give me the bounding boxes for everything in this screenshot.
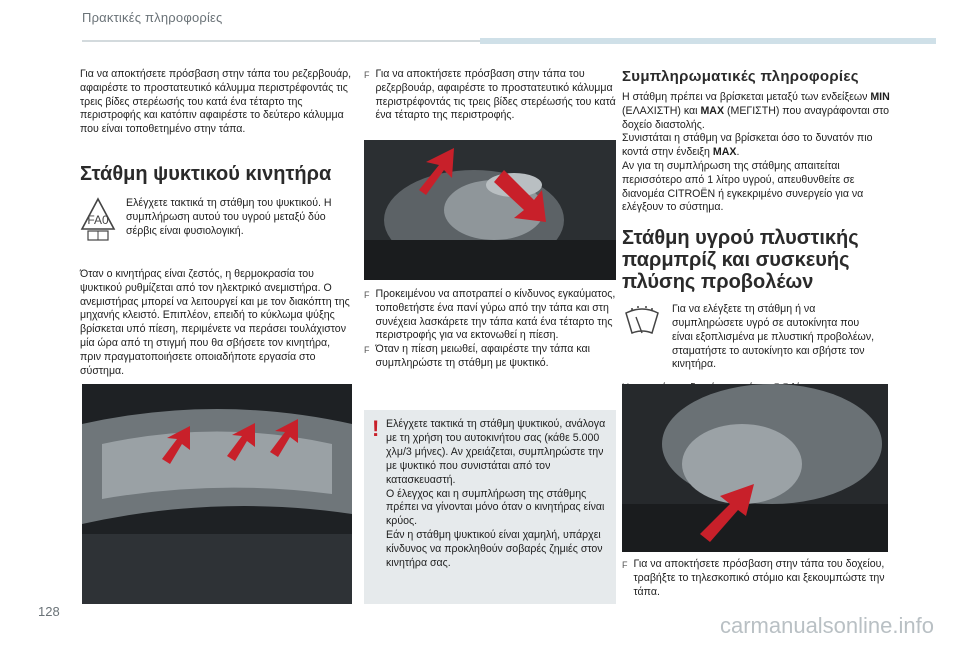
min-label: MIN — [870, 91, 890, 103]
warning-icon: ! — [372, 416, 380, 441]
intro-paragraph: Για να αποκτήσετε πρόσβαση στην τάπα του ρεζερβουάρ, αφαιρέστε το προστατευτικό κάλυμμα περιστρέφοντάς τις τρεις βίδες στερέωσής του κατά ένα τέταρτο της περιστροφής και κατόπιν αφαιρέστε το δεύτερο κάλυμμα που είναι τοποθετημένο στην τάπα. — [80, 68, 352, 136]
bullet-burn-risk — [364, 288, 618, 343]
bullet-marker: F — [622, 560, 628, 570]
bullet-text: Για να αποκτήσετε πρόσβαση στην τάπα του ρεζερβουάρ, αφαιρέστε το προστατευτικό κάλυμμα περιστρέφοντάς τις τρεις βίδες στερέωσής του κατά ένα τέταρτο της περιστροφής. — [375, 68, 616, 122]
washer-heading: Στάθμη υγρού πλυστικής παρμπρίζ και συσκευής πλύσης προβολέων — [622, 227, 859, 294]
page-header-title: Πρακτικές πληροφορίες — [82, 10, 223, 25]
info-paragraph-2 — [622, 132, 890, 160]
max-label: MAX — [712, 146, 737, 159]
info-text: Η στάθμη πρέπει να βρίσκεται μεταξύ των ενδείξεων — [622, 91, 871, 103]
page-number: 128 — [38, 604, 60, 619]
bullet-text: Προκειμένου να αποτραπεί ο κίνδυνος εγκαύματος, τοποθετήστε ένα πανί γύρω από την τάπα και στη συνέχεια λασκάρετε την τάπα κατά ένα τέταρτο της περιστροφής για να εκτονωθεί η πίεση. — [375, 288, 616, 342]
header-accent-bar — [480, 38, 936, 44]
coolant-heading: Στάθμη ψυκτικού κινητήρα — [80, 162, 332, 185]
washer-check-text: Για να ελέγξετε τη στάθμη ή να συμπληρώσετε υγρό σε αυτοκίνητα που είναι εξοπλισμένα με πλυστική προβολέων, σταματήστε το αυτοκίνητο και σβήστε τον κινητήρα. — [672, 303, 875, 371]
coolant-reservoir-photo — [364, 140, 616, 280]
washer-notice — [622, 303, 890, 372]
coolant-notice — [80, 197, 352, 246]
svg-text:FA0: FA0 — [87, 212, 109, 227]
info-paragraph-3: Αν για τη συμπλήρωση της στάθμης απαιτείται περισσότερο από 1 λίτρο υγρού, απευθυνθείτε σε διανομέα CITROËN ή εγκεκριμένο συνεργείο για να ελέγξουν το σύστημα. — [622, 159, 864, 214]
bullet-washer-cap — [622, 558, 888, 599]
max-label: MAX — [700, 104, 725, 117]
info-text: (ΕΛΑΧΙΣΤΗ) και — [622, 104, 701, 117]
watermark: carmanualsonline.info — [719, 613, 934, 638]
bullet-marker: F — [364, 345, 370, 356]
additional-info-heading: Συμπληρωματικές πληροφορίες — [622, 68, 859, 85]
bullet-access-cap — [364, 68, 618, 123]
column-3 — [622, 68, 890, 396]
info-text: (ΜΕΓΙΣΤΗ) που αναγράφονται στο δοχείο διαστολής. — [622, 104, 890, 131]
info-paragraph-1 — [622, 91, 890, 132]
bullet-marker: F — [364, 290, 370, 300]
engine-cover-photo — [82, 384, 352, 604]
info-text: . — [736, 146, 740, 159]
bullet-refill — [364, 343, 618, 371]
warning-text: Ελέγχετε τακτικά τη στάθμη ψυκτικού, ανάλογα με τη χρήση του αυτοκινήτου σας (κάθε 5.000 χλμ/3 μήνες). Αν χρειάζεται, συμπληρώστε την με ψυκτικό που συνιστάται από τον κατασκευαστή. Ο έλεγχος και η συμπλήρωση της στάθμης πρέπει να γίνονται μόνο όταν ο κινητήρας είναι κρύος. Εάν η στάθμη ψυκτικού είναι χαμηλή, υπάρχει κίνδυνος να προκληθούν σοβαρές ζημιές στον κινητήρα σας. — [386, 418, 606, 570]
coolant-body: Όταν ο κινητήρας είναι ζεστός, η θερμοκρασία του ψυκτικού ρυθμίζεται από τον ηλεκτρικό ανεμιστήρα. Ο ανεμιστήρας μπορεί να λειτουργεί και με τον διακόπτη της μηχανής κλειστό. Επιπλέον, επειδή το κύκλωμα ψύξης βρίσκεται υπό πίεση, περιμένετε να περάσει τουλάχιστον μία ώρα από τη στιγμή που θα σβήσετε τον κινητήρα, πριν πραγματοποιήσετε οποιαδήποτε εργασία στο σύστημα. — [80, 267, 350, 377]
coolant-check-text: Ελέγχετε τακτικά τη στάθμη του ψυκτικού. Η συμπλήρωση αυτού του υγρού μεταξύ δύο σέρβις είναι φυσιολογική. — [126, 196, 332, 237]
coolant-temperature-icon — [80, 197, 116, 246]
info-text: Συνιστάται η στάθμη να βρίσκεται όσο το δυνατόν πιο κοντά στην ένδειξη — [622, 132, 873, 159]
windscreen-washer-icon — [622, 303, 662, 372]
column-2-bullets — [364, 288, 618, 371]
coolant-warning-box — [364, 410, 616, 604]
bullet-marker: F — [364, 70, 370, 80]
column-2 — [364, 68, 618, 123]
bullet-text: Για να αποκτήσετε πρόσβαση στην τάπα του δοχείου, τραβήξτε το τηλεσκοπικό στόμιο και ξεκουμπώστε την τάπα. — [633, 558, 885, 598]
column-1 — [80, 68, 352, 378]
washer-bullet-wrapper — [622, 558, 888, 599]
bullet-text: Όταν η πίεση μειωθεί, αφαιρέστε την τάπα και συμπληρώστε τη στάθμη με ψυκτικό. — [375, 343, 590, 369]
washer-reservoir-photo — [622, 384, 888, 552]
